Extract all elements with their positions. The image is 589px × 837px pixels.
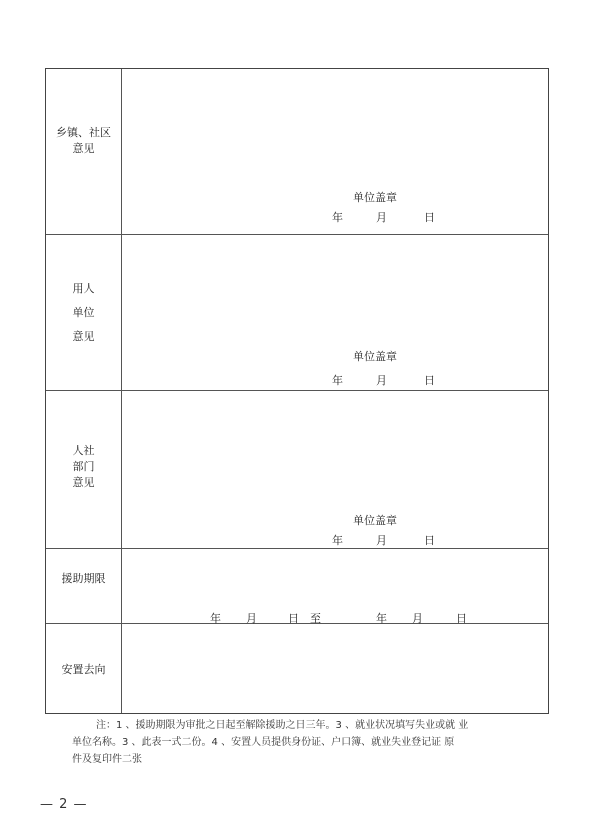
year-label: 年 [332, 211, 343, 224]
month-label: 月 [376, 211, 387, 224]
month-label: 月 [376, 534, 387, 547]
seal-text: 单位盖章 [353, 514, 397, 527]
placement-destination-label [46, 662, 121, 678]
township-opinion-label [46, 125, 121, 157]
label-line: 人社 [72, 444, 95, 457]
row-divider [46, 234, 548, 235]
footnote-line: 注：1 、援助期限为审批之日起至解除援助之日三年。3 、就业状况填写失业或就 业 [96, 720, 469, 731]
label-line: 乡镇、社区 [56, 126, 111, 139]
aid-period-label [46, 571, 121, 587]
label-line: 单位 [72, 306, 95, 319]
day-label: 日 [424, 211, 435, 224]
hr-dept-opinion-label [46, 443, 121, 491]
label-line: 援助期限 [61, 572, 106, 585]
month-label: 月 [376, 374, 387, 387]
year-label: 年 [332, 374, 343, 387]
seal-text: 单位盖章 [353, 350, 397, 363]
period-line [46, 610, 550, 624]
page-number: — 2 — [40, 797, 88, 812]
footnote-line: 件及复印件二张 [72, 754, 142, 765]
seal-text: 单位盖章 [353, 191, 397, 204]
end-month-label: 月 [412, 612, 423, 625]
label-line: 意见 [72, 142, 95, 155]
footnote [72, 717, 542, 768]
footnote-line: 单位名称。3 、此表一式二份。4 、安置人员提供身份证、户口簿、就业失业登记证 原 [72, 737, 455, 748]
year-label: 年 [332, 534, 343, 547]
to-label: 至 [310, 612, 321, 625]
form-table [45, 68, 549, 714]
date-line [46, 532, 550, 546]
row-divider [46, 548, 548, 549]
date-line [46, 372, 550, 386]
end-day-label: 日 [456, 612, 467, 625]
label-line: 用人 [72, 282, 95, 295]
day-label: 日 [424, 374, 435, 387]
day-label: 日 [424, 534, 435, 547]
end-year-label: 年 [376, 612, 387, 625]
label-line: 意见 [72, 476, 95, 489]
label-line: 意见 [72, 330, 95, 343]
employer-opinion-label [46, 277, 121, 349]
start-day-label: 日 [288, 612, 299, 625]
label-line: 安置去向 [61, 663, 106, 676]
row-divider [46, 390, 548, 391]
date-line [46, 209, 550, 223]
label-line: 部门 [72, 460, 95, 473]
start-year-label: 年 [210, 612, 221, 625]
start-month-label: 月 [246, 612, 257, 625]
